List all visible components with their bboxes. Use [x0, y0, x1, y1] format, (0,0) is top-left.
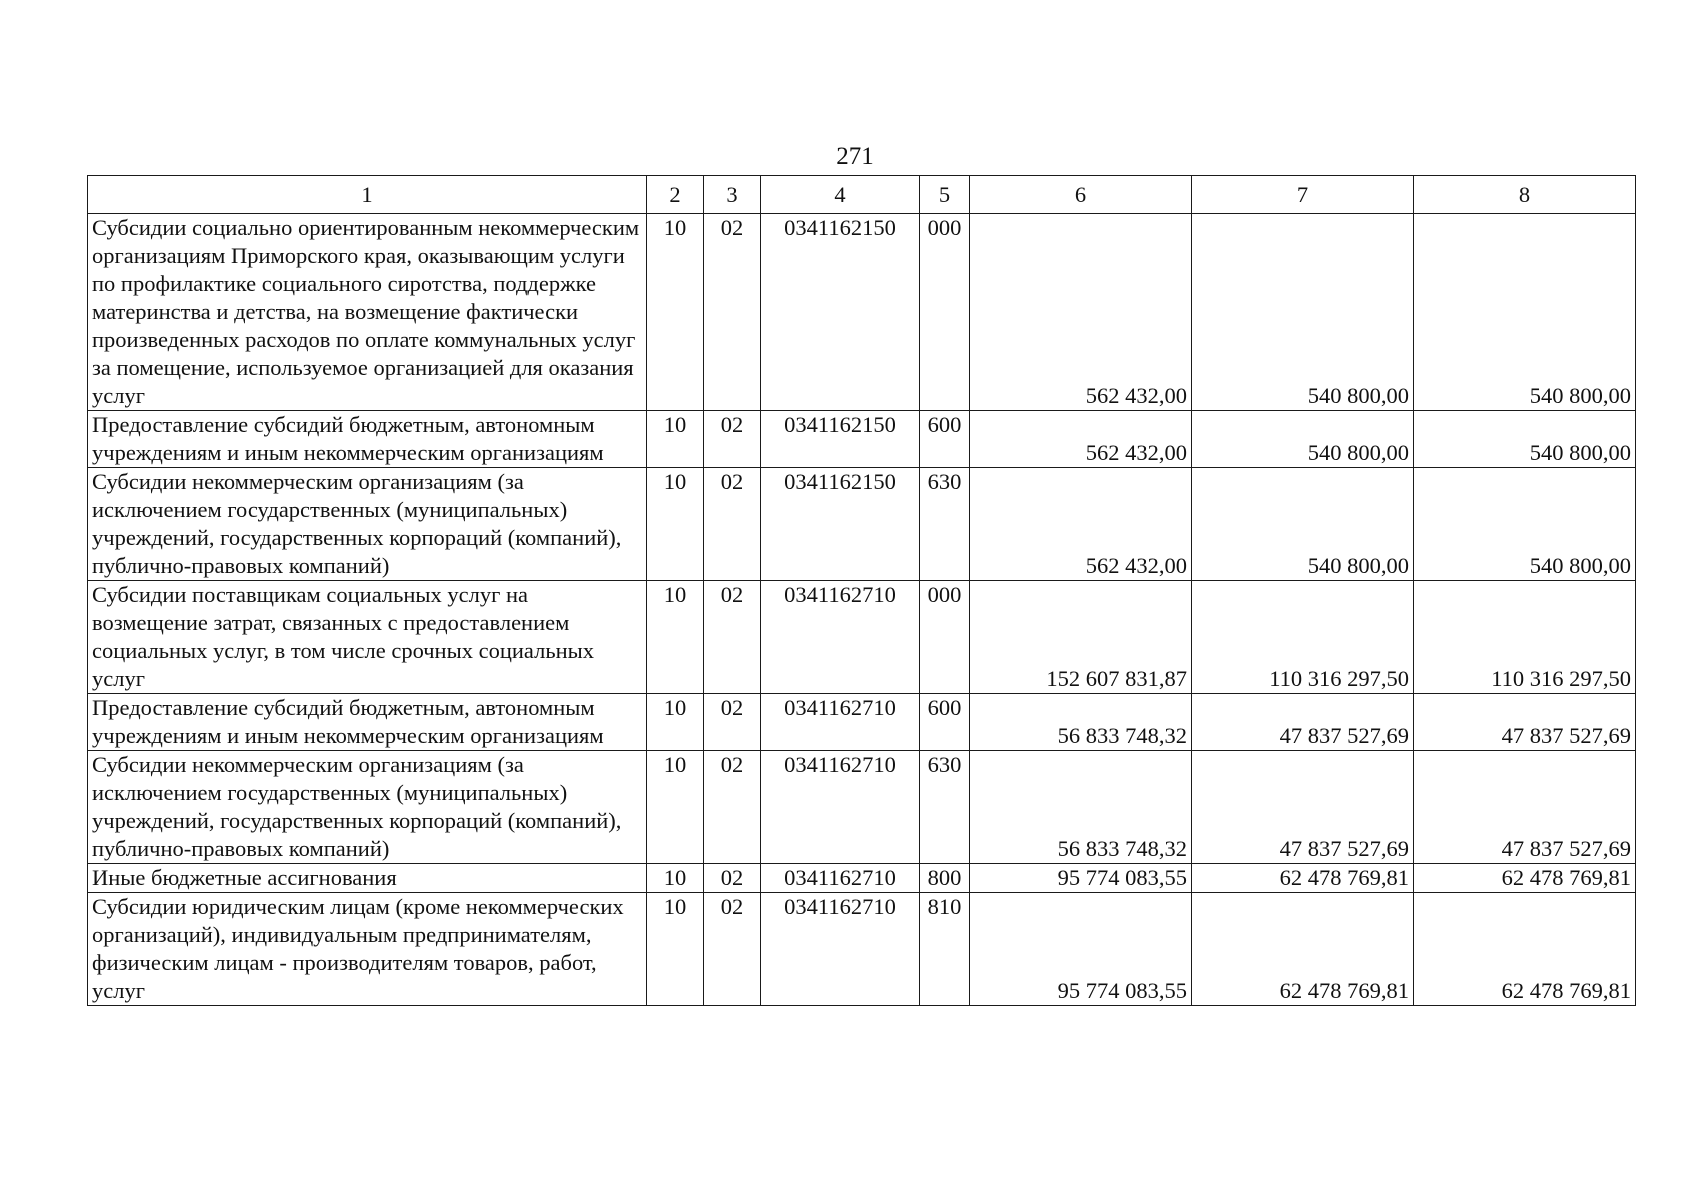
row-amount-7: 110 316 297,50 [1192, 581, 1414, 694]
row-amount-8: 540 800,00 [1414, 214, 1636, 411]
header-row [88, 176, 1636, 214]
row-amount-7: 540 800,00 [1192, 411, 1414, 468]
row-rz: 10 [647, 694, 704, 751]
row-name: Предоставление субсидий бюджетным, автономным учреждениям и иным некоммерческим организациям [88, 694, 647, 751]
row-pr: 02 [704, 694, 761, 751]
row-vr: 800 [920, 864, 970, 893]
column-header: 8 [1414, 176, 1636, 214]
column-header: 4 [761, 176, 920, 214]
row-amount-7: 47 837 527,69 [1192, 751, 1414, 864]
row-amount-7: 62 478 769,81 [1192, 864, 1414, 893]
row-pr: 02 [704, 893, 761, 1006]
row-amount-8: 62 478 769,81 [1414, 893, 1636, 1006]
row-rz: 10 [647, 893, 704, 1006]
row-vr: 000 [920, 581, 970, 694]
row-csr: 0341162710 [761, 751, 920, 864]
row-pr: 02 [704, 214, 761, 411]
column-header: 6 [970, 176, 1192, 214]
row-vr: 000 [920, 214, 970, 411]
table-row [88, 581, 1636, 694]
row-rz: 10 [647, 468, 704, 581]
table-row [88, 214, 1636, 411]
row-name: Субсидии некоммерческим организациям (за исключением государственных (муниципальных) учреждений, государственных корпораций (компаний), публично-правовых компаний) [88, 468, 647, 581]
row-pr: 02 [704, 411, 761, 468]
row-rz: 10 [647, 214, 704, 411]
row-amount-6: 152 607 831,87 [970, 581, 1192, 694]
column-header: 3 [704, 176, 761, 214]
column-header: 2 [647, 176, 704, 214]
table-row [88, 864, 1636, 893]
row-pr: 02 [704, 864, 761, 893]
row-amount-8: 62 478 769,81 [1414, 864, 1636, 893]
row-amount-7: 540 800,00 [1192, 468, 1414, 581]
table-row [88, 468, 1636, 581]
row-csr: 0341162710 [761, 581, 920, 694]
row-amount-8: 47 837 527,69 [1414, 751, 1636, 864]
row-amount-6: 56 833 748,32 [970, 751, 1192, 864]
budget-table [87, 175, 1636, 1006]
row-amount-6: 95 774 083,55 [970, 864, 1192, 893]
row-amount-8: 47 837 527,69 [1414, 694, 1636, 751]
row-amount-8: 540 800,00 [1414, 411, 1636, 468]
row-csr: 0341162710 [761, 864, 920, 893]
row-vr: 630 [920, 751, 970, 864]
table-row [88, 694, 1636, 751]
row-amount-7: 62 478 769,81 [1192, 893, 1414, 1006]
column-header: 7 [1192, 176, 1414, 214]
row-pr: 02 [704, 581, 761, 694]
row-name: Субсидии социально ориентированным некоммерческим организациям Приморского края, оказывающим услуги по профилактике социального сиротства, поддержке материнства и детства, на возмещение фактически произведенных расходов по оплате коммунальных услуг за помещение, используемое организацией для оказания услуг [88, 214, 647, 411]
row-name: Субсидии некоммерческим организациям (за исключением государственных (муниципальных) учреждений, государственных корпораций (компаний), публично-правовых компаний) [88, 751, 647, 864]
row-rz: 10 [647, 411, 704, 468]
row-amount-7: 47 837 527,69 [1192, 694, 1414, 751]
row-pr: 02 [704, 468, 761, 581]
row-vr: 600 [920, 411, 970, 468]
row-csr: 0341162150 [761, 411, 920, 468]
row-csr: 0341162710 [761, 893, 920, 1006]
row-amount-6: 562 432,00 [970, 214, 1192, 411]
page-number: 271 [836, 143, 874, 170]
row-vr: 630 [920, 468, 970, 581]
row-amount-8: 540 800,00 [1414, 468, 1636, 581]
row-rz: 10 [647, 751, 704, 864]
row-name: Предоставление субсидий бюджетным, автономным учреждениям и иным некоммерческим организациям [88, 411, 647, 468]
row-vr: 600 [920, 694, 970, 751]
row-vr: 810 [920, 893, 970, 1006]
row-rz: 10 [647, 581, 704, 694]
row-amount-7: 540 800,00 [1192, 214, 1414, 411]
row-amount-6: 95 774 083,55 [970, 893, 1192, 1006]
row-pr: 02 [704, 751, 761, 864]
row-name: Субсидии поставщикам социальных услуг на возмещение затрат, связанных с предоставлением социальных услуг, в том числе срочных социальных услуг [88, 581, 647, 694]
row-name: Иные бюджетные ассигнования [88, 864, 647, 893]
table-row [88, 411, 1636, 468]
table-row [88, 893, 1636, 1006]
row-rz: 10 [647, 864, 704, 893]
row-amount-6: 562 432,00 [970, 411, 1192, 468]
row-csr: 0341162710 [761, 694, 920, 751]
row-csr: 0341162150 [761, 468, 920, 581]
row-amount-6: 56 833 748,32 [970, 694, 1192, 751]
table-row [88, 751, 1636, 864]
row-amount-6: 562 432,00 [970, 468, 1192, 581]
column-header: 5 [920, 176, 970, 214]
row-amount-8: 110 316 297,50 [1414, 581, 1636, 694]
column-header: 1 [88, 176, 647, 214]
row-csr: 0341162150 [761, 214, 920, 411]
row-name: Субсидии юридическим лицам (кроме некоммерческих организаций), индивидуальным предпринимателям, физическим лицам - производителям товаров, работ, услуг [88, 893, 647, 1006]
